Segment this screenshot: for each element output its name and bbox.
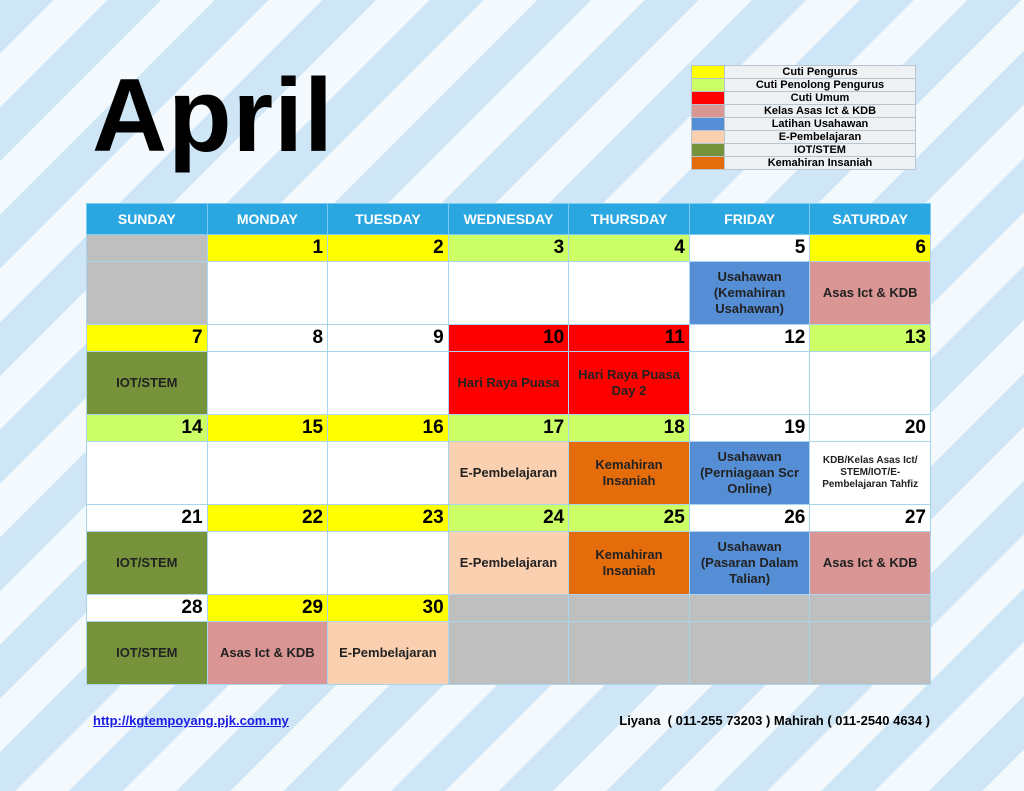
legend-row [692, 66, 916, 79]
date-number: 6 [810, 235, 931, 262]
event-cell: Usahawan (Perniagaan Scr Online) [689, 442, 810, 505]
day-header-friday: FRIDAY [689, 204, 810, 235]
legend-swatch [692, 144, 725, 157]
date-number: 7 [87, 325, 208, 352]
date-number: 20 [810, 415, 931, 442]
day-header-tuesday: TUESDAY [328, 204, 449, 235]
legend-label: Kelas Asas Ict & KDB [725, 105, 916, 118]
event-cell: IOT/STEM [87, 622, 208, 685]
date-number [810, 595, 931, 622]
legend-row [692, 92, 916, 105]
event-cell: IOT/STEM [87, 532, 208, 595]
day-header-thursday: THURSDAY [569, 204, 690, 235]
legend-label: Cuti Pengurus [725, 66, 916, 79]
date-number: 12 [689, 325, 810, 352]
date-number: 10 [448, 325, 569, 352]
legend-row [692, 144, 916, 157]
date-number: 26 [689, 505, 810, 532]
event-cell [448, 622, 569, 685]
legend-row [692, 118, 916, 131]
legend [691, 65, 916, 170]
legend-row [692, 131, 916, 144]
date-number: 28 [87, 595, 208, 622]
date-number: 30 [328, 595, 449, 622]
week-date-row [87, 415, 931, 442]
date-number: 15 [207, 415, 328, 442]
date-number: 18 [569, 415, 690, 442]
day-header-wednesday: WEDNESDAY [448, 204, 569, 235]
week-date-row [87, 325, 931, 352]
legend-label: Cuti Umum [725, 92, 916, 105]
event-cell [87, 442, 208, 505]
date-number [689, 595, 810, 622]
event-cell [328, 262, 449, 325]
week-event-row [87, 442, 931, 505]
event-cell: IOT/STEM [87, 352, 208, 415]
date-number: 2 [328, 235, 449, 262]
event-cell: Kemahiran Insaniah [569, 442, 690, 505]
event-cell [207, 262, 328, 325]
date-number: 13 [810, 325, 931, 352]
week-date-row [87, 505, 931, 532]
legend-label: IOT/STEM [725, 144, 916, 157]
event-cell [689, 352, 810, 415]
date-number: 9 [328, 325, 449, 352]
date-number [87, 235, 208, 262]
week-date-row [87, 595, 931, 622]
event-cell [207, 442, 328, 505]
legend-swatch [692, 157, 725, 170]
event-cell: Hari Raya Puasa [448, 352, 569, 415]
week-event-row [87, 262, 931, 325]
date-number: 3 [448, 235, 569, 262]
event-cell: E-Pembelajaran [448, 442, 569, 505]
date-number: 23 [328, 505, 449, 532]
website-link[interactable]: http://kgtempoyang.pjk.com.my [93, 713, 289, 728]
event-cell: Usahawan (Pasaran Dalam Talian) [689, 532, 810, 595]
legend-swatch [692, 105, 725, 118]
date-number: 19 [689, 415, 810, 442]
event-cell [810, 622, 931, 685]
week-event-row [87, 352, 931, 415]
event-cell [810, 352, 931, 415]
legend-swatch [692, 92, 725, 105]
event-cell [328, 442, 449, 505]
date-number: 22 [207, 505, 328, 532]
week-date-row [87, 235, 931, 262]
date-number: 17 [448, 415, 569, 442]
day-header-saturday: SATURDAY [810, 204, 931, 235]
date-number: 27 [810, 505, 931, 532]
event-cell [207, 352, 328, 415]
legend-label: E-Pembelajaran [725, 131, 916, 144]
event-cell [689, 622, 810, 685]
event-cell [569, 262, 690, 325]
event-cell: KDB/Kelas Asas Ict/ STEM/IOT/E-Pembelajaran Tahfiz [810, 442, 931, 505]
event-cell: Usahawan (Kemahiran Usahawan) [689, 262, 810, 325]
date-number: 11 [569, 325, 690, 352]
date-number: 14 [87, 415, 208, 442]
event-cell [207, 532, 328, 595]
event-cell: E-Pembelajaran [328, 622, 449, 685]
legend-label: Kemahiran Insaniah [725, 157, 916, 170]
calendar-grid [86, 203, 931, 685]
day-header-monday: MONDAY [207, 204, 328, 235]
event-cell [87, 262, 208, 325]
page-title: April [92, 58, 334, 174]
legend-swatch [692, 118, 725, 131]
day-header-row [87, 204, 931, 235]
legend-row [692, 157, 916, 170]
event-cell: Asas Ict & KDB [810, 262, 931, 325]
week-event-row [87, 532, 931, 595]
date-number: 5 [689, 235, 810, 262]
event-cell [328, 532, 449, 595]
legend-row [692, 79, 916, 92]
legend-label: Cuti Penolong Pengurus [725, 79, 916, 92]
date-number: 8 [207, 325, 328, 352]
date-number: 24 [448, 505, 569, 532]
contact-info: Liyana ( 011-255 73203 ) Mahirah ( 011-2540 4634 ) [619, 713, 930, 728]
event-cell: Asas Ict & KDB [207, 622, 328, 685]
event-cell: Kemahiran Insaniah [569, 532, 690, 595]
date-number: 16 [328, 415, 449, 442]
event-cell: Hari Raya Puasa Day 2 [569, 352, 690, 415]
event-cell [448, 262, 569, 325]
date-number: 29 [207, 595, 328, 622]
legend-swatch [692, 131, 725, 144]
legend-swatch [692, 66, 725, 79]
day-header-sunday: SUNDAY [87, 204, 208, 235]
date-number: 25 [569, 505, 690, 532]
legend-label: Latihan Usahawan [725, 118, 916, 131]
date-number [448, 595, 569, 622]
date-number: 4 [569, 235, 690, 262]
event-cell [569, 622, 690, 685]
legend-row [692, 105, 916, 118]
event-cell: E-Pembelajaran [448, 532, 569, 595]
event-cell [328, 352, 449, 415]
date-number: 21 [87, 505, 208, 532]
legend-swatch [692, 79, 725, 92]
date-number: 1 [207, 235, 328, 262]
date-number [569, 595, 690, 622]
event-cell: Asas Ict & KDB [810, 532, 931, 595]
week-event-row [87, 622, 931, 685]
